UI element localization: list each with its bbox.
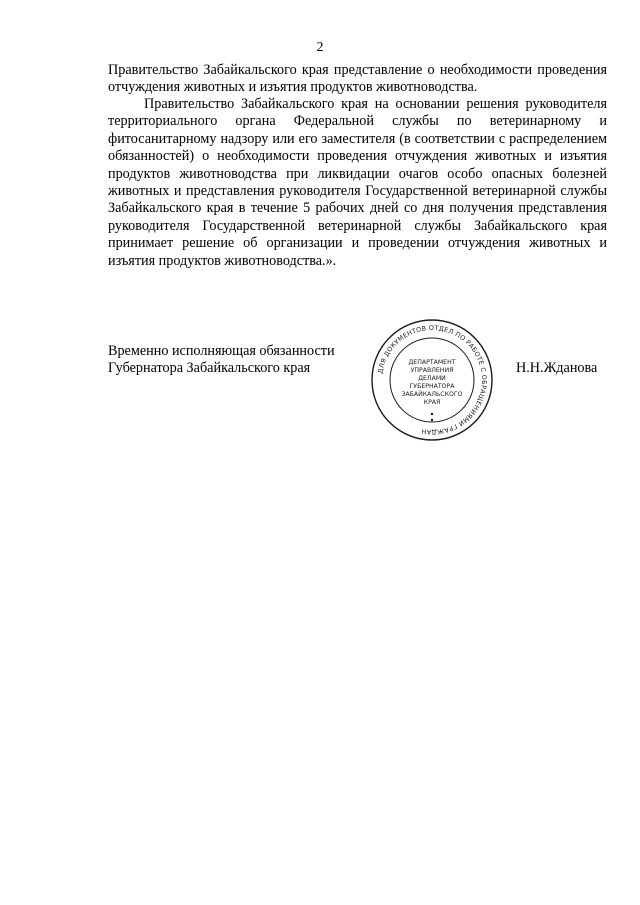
seal-center-text <box>401 359 462 406</box>
seal-center-line: УПРАВЛЕНИЯ <box>410 367 454 374</box>
seal-outer-text: ДЛЯ ДОКУМЕНТОВ ОТДЕЛ ПО РАБОТЕ С ОБРАЩЕНИЯМИ ГРАЖДАН <box>376 323 489 437</box>
signature-position-line-2: Губернатора Забайкальского края <box>108 360 311 377</box>
seal-center-line: КРАЯ <box>423 399 441 406</box>
seal-dot <box>431 413 433 415</box>
paragraph-2: Правительство Забайкальского края на основании решения руководителя территориального органа Федеральной службы по ветеринарному и фитосанитарному надзору или его заместителя (в соответствии с распределением обязанностей) о необходимости проведения отчуждения животных и изъятия продуктов животноводства при ликвидации очагов особо опасных болезней животных и представления руководителя Государственной ветеринарной службы Забайкальского края в течение 5 рабочих дней со дня получения представления руководителя Государственной ветеринарной службы Забайкальского края принимает решение об организации и проведении отчуждения животных и изъятия продуктов животноводства.». <box>108 96 607 269</box>
signature-position <box>108 343 335 378</box>
official-seal-stamp <box>370 318 494 442</box>
seal-dot <box>431 419 433 421</box>
signature-position-line-1: Временно исполняющая обязанности <box>108 343 335 359</box>
seal-center-line: ЗАБАЙКАЛЬСКОГО <box>401 391 463 398</box>
seal-center-line: ДЕПАРТАМЕНТ <box>408 359 456 366</box>
seal-center-line: ДЕЛАМИ <box>418 375 446 382</box>
page-number: 2 <box>316 40 324 55</box>
paragraph-1: Правительство Забайкальского края представление о необходимости проведения отчуждения животных и изъятия продуктов животноводства. <box>108 62 607 96</box>
signer-name: Н.Н.Жданова <box>516 360 598 376</box>
seal-center-line: ГУБЕРНАТОРА <box>409 383 455 390</box>
